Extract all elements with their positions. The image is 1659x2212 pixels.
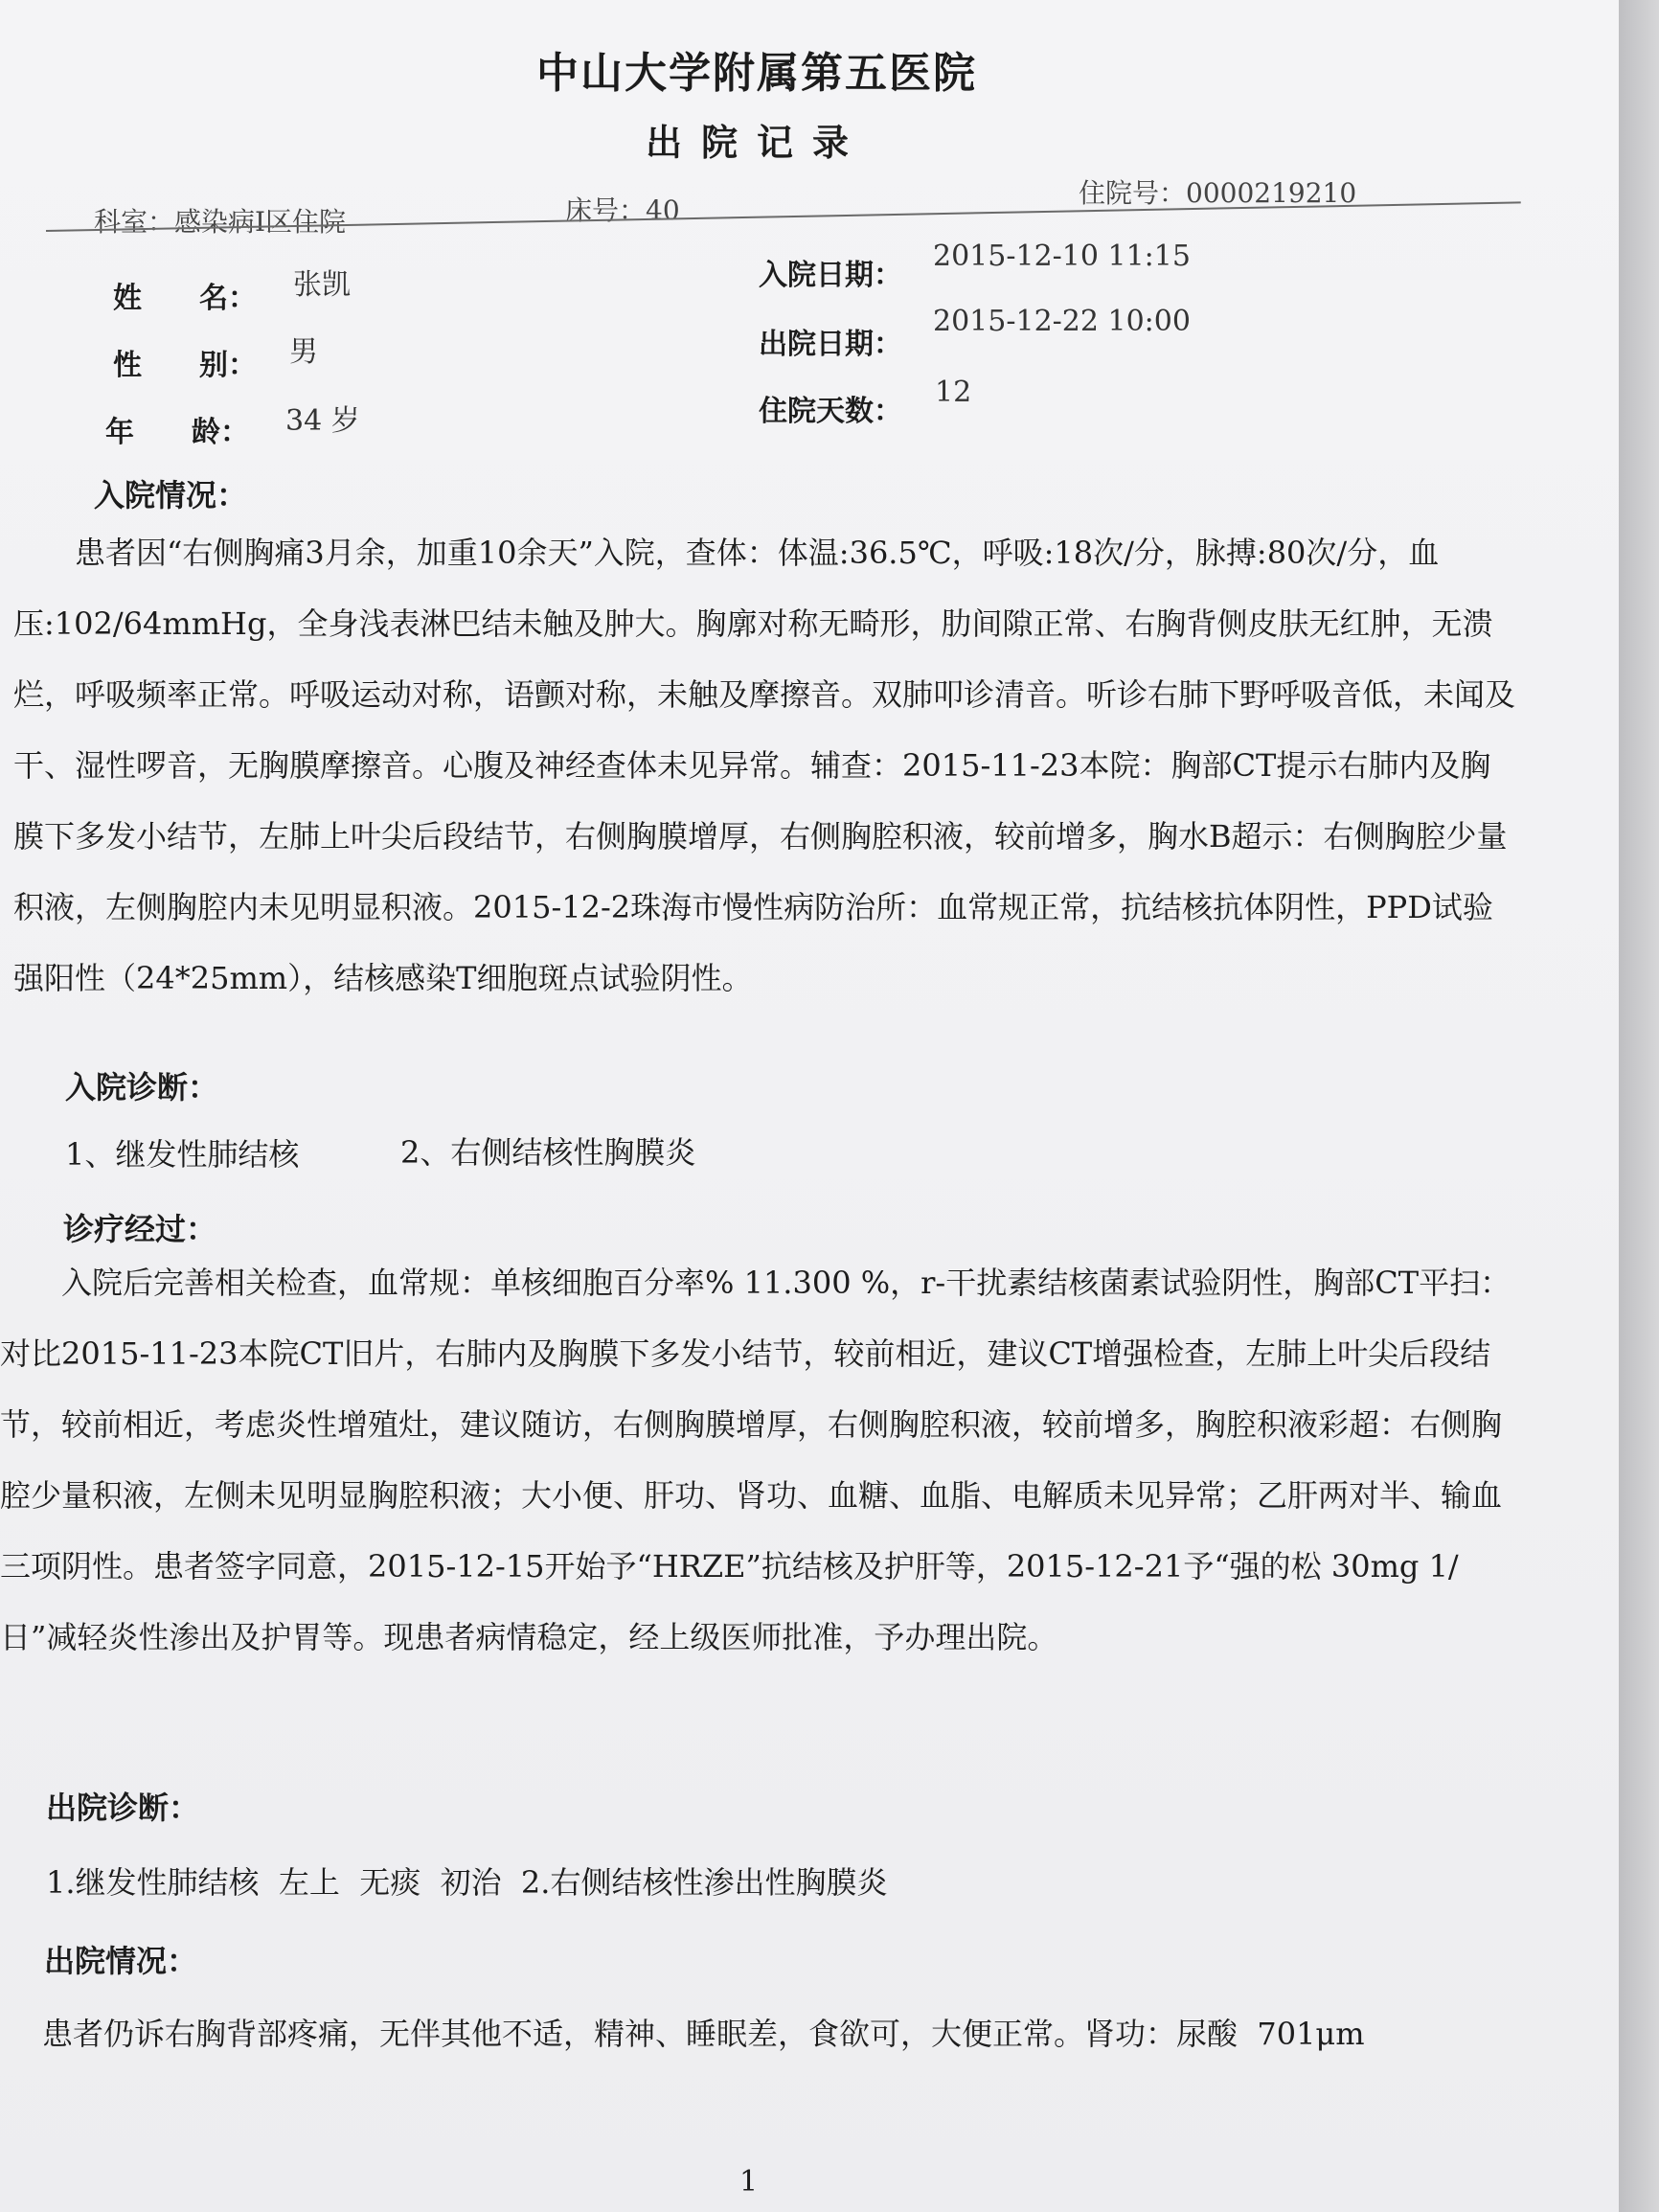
stay-days-label: 住院天数： <box>759 395 902 428</box>
paper-edge <box>1619 0 1659 2212</box>
admission-diagnosis-heading: 入院诊断： <box>65 1069 219 1106</box>
discharge-date: 2015-12-22 10:00 <box>933 305 1191 338</box>
page-number: 1 <box>739 2165 759 2199</box>
discharge-diagnosis-text: 1.继发性肺结核 左上 无痰 初治 2.右侧结核性渗出性胸膜炎 <box>46 1864 888 1901</box>
discharge-status-heading: 出院情况： <box>44 1943 198 1979</box>
patient-age: 34 岁 <box>285 404 360 438</box>
gender-label: 性 别： <box>113 349 257 382</box>
department: 科室：感染病Ⅰ区住院 <box>94 206 347 238</box>
age-label: 年 龄： <box>105 416 249 449</box>
patient-gender: 男 <box>289 335 318 369</box>
document-title: 出院记录 <box>645 121 868 164</box>
name-label: 姓 名： <box>113 282 257 315</box>
course-text: 入院后完善相关检查，血常规：单核细胞百分率% 11.300 %，r-干扰素结核菌素试验阴性，胸部CT平扫：对比2015-11-23本院CT旧片，右肺内及胸膜下多发小结节，较前相近，建议CT增强检查，左肺上叶尖后段结节，较前相近，考虑炎性增殖灶，建议随访，右侧胸膜增厚，右侧胸腔积液，较前增多，胸腔积液彩超：右侧胸腔少量积液，左侧未见明显胸腔积液；大小便、肝功、肾功、血糖、血脂、电解质未见异常；乙肝两对半、输血三项阴性。患者签字同意，2015-12-15开始予“HRZE”抗结核及护肝等，2015-12-21予“强的松 30mg 1/日”减轻炎性渗出及护胃等。现患者病情稳定，经上级医师批准，予办理出院。 <box>0 1265 1511 1655</box>
discharge-diagnosis-heading: 出院诊断： <box>46 1790 200 1826</box>
admission-diagnosis-item-2: 2、右侧结核性胸膜炎 <box>400 1134 696 1171</box>
patient-name: 张凯 <box>293 268 351 302</box>
admission-diagnosis-item-1: 1、继发性肺结核 <box>65 1136 300 1173</box>
admission-number: 住院号：0000219210 <box>1079 177 1357 209</box>
discharge-status-text: 患者仍诉右胸背部疼痛，无伴其他不适，精神、睡眠差，食欲可，大便正常。肾功：尿酸 701μm <box>42 2016 1365 2052</box>
hospital-name: 中山大学附属第五医院 <box>536 49 977 98</box>
bed-number: 床号：40 <box>565 194 680 226</box>
admission-status-heading: 入院情况： <box>94 477 248 513</box>
course-heading: 诊疗经过： <box>63 1211 217 1247</box>
admit-date-label: 入院日期： <box>759 259 902 292</box>
stay-days: 12 <box>935 376 972 409</box>
admit-date: 2015-12-10 11:15 <box>933 239 1191 273</box>
discharge-date-label: 出院日期： <box>759 328 902 361</box>
admission-status-text: 患者因“右侧胸痛3月余，加重10余天”入院，查体：体温:36.5℃，呼吸:18次/分，脉搏:80次/分，血压:102/64mmHg，全身浅表淋巴结未触及肿大。胸廓对称无畸形，肋间隙正常、右胸背侧皮肤无红肿，无溃烂，呼吸频率正常。呼吸运动对称，语颤对称，未触及摩擦音。双肺叩诊清音。听诊右肺下野呼吸音低，未闻及干、湿性啰音，无胸膜摩擦音。心腹及神经查体未见异常。辅查：2015-11-23本院：胸部CT提示右肺内及胸膜下多发小结节，左肺上叶尖后段结节，右侧胸膜增厚，右侧胸腔积液，较前增多，胸水B超示：右侧胸腔少量积液，左侧胸腔内未见明显积液。2015-12-2珠海市慢性病防治所：血常规正常，抗结核抗体阴性，PPD试验强阳性（24*25mm），结核感染T细胞斑点试验阴性。 <box>13 535 1516 996</box>
